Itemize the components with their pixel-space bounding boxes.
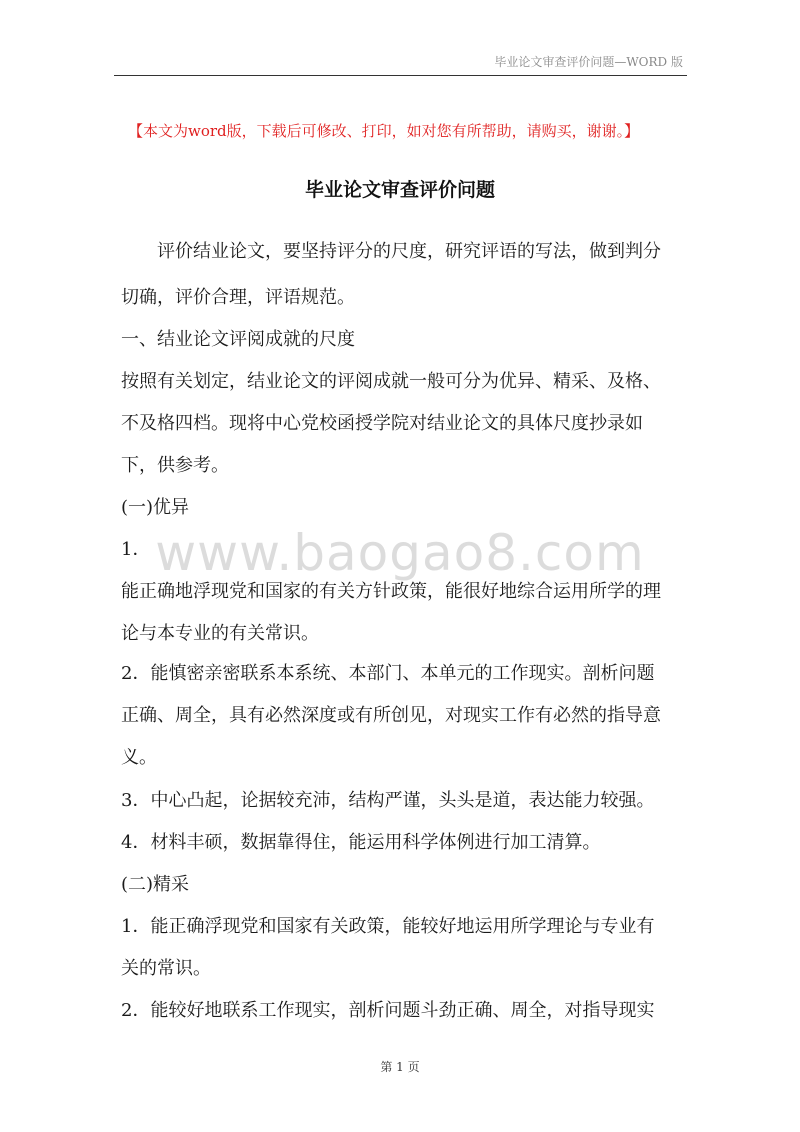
body-line: 不及格四档。现将中心党校函授学院对结业论文的具体尺度抄录如 — [121, 413, 643, 434]
list-item: 1．能正确浮现党和国家有关政策，能较好地运用所学理论与专业有 — [121, 916, 655, 937]
page-number: 第 1 页 — [380, 1060, 420, 1074]
body-line: 论与本专业的有关常识。 — [121, 623, 319, 644]
subsection-heading: (一)优异 — [121, 497, 190, 518]
body-line: 关的常识。 — [121, 958, 211, 979]
list-item: 3．中心凸起，论据较充沛，结构严谨，头头是道，表达能力较强。 — [121, 790, 655, 811]
watermark: www.baogao8.com — [155, 524, 645, 582]
section-heading: 一、结业论文评阅成就的尺度 — [121, 329, 355, 350]
body-line: 切确，评价合理，评语规范。 — [121, 287, 355, 308]
list-item: 2．能较好地联系工作现实，剖析问题斗劲正确、周全，对指导现实 — [121, 1000, 655, 1021]
list-item: 4．材料丰硕，数据靠得住，能运用科学体例进行加工清算。 — [121, 832, 601, 853]
body-line: 能正确地浮现党和国家的有关方针政策，能很好地综合运用所学的理 — [121, 581, 661, 602]
list-number: 1． — [121, 539, 151, 560]
running-header: 毕业论文审查评价问题—WORD 版 — [494, 55, 683, 69]
body-line: 按照有关划定，结业论文的评阅成就一般可分为优异、精采、及格、 — [121, 371, 661, 392]
body-line: 评价结业论文，要坚持评分的尺度，研究评语的写法，做到判分 — [121, 241, 661, 262]
body-line: 正确、周全，具有必然深度或有所创见，对现实工作有必然的指导意 — [121, 705, 661, 726]
body-line: 下，供参考。 — [121, 455, 229, 476]
header-divider — [114, 75, 687, 76]
list-item: 2．能慎密亲密联系本系统、本部门、本单元的工作现实。剖析问题 — [121, 663, 655, 684]
purchase-notice: 【本文为word版，下载后可修改、打印，如对您有所帮助，请购买，谢谢。】 — [128, 122, 640, 140]
subsection-heading: (二)精采 — [121, 874, 190, 895]
body-line: 义。 — [121, 747, 157, 768]
document-title: 毕业论文审查评价问题 — [304, 179, 495, 201]
